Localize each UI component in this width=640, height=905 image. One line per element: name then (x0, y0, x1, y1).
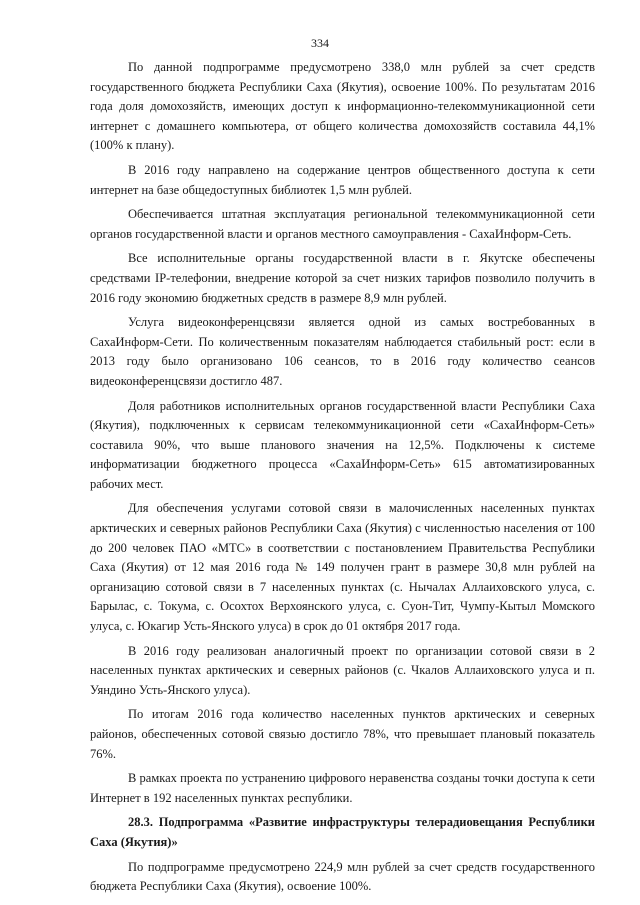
paragraph: В 2016 году реализован аналогичный проект по организации сотовой связи в 2 населенных пунктах арктических и северных районов (с. Чкалов Аллаиховского улуса и п. Уяндино Усть-Янского улуса). (90, 643, 595, 697)
paragraph: По данной подпрограмме предусмотрено 338,0 млн рублей за счет средств государственного бюджета Республики Саха (Якутия), освоение 100%. По результатам 2016 года доля домохозяйств, имеющих доступ к информационно-телекоммуникационной сети интернет с домашнего компьютера, от общего количества домохозяйств составила 44,1% (100% к плану). (90, 60, 595, 153)
paragraph: Услуга видеоконференцсвязи является одной из самых востребованных в СахаИнформ-Сети. По количественным показателям наблюдается стабильный рост: если в 2013 году было организовано 106 сеансов, то в 2016 году количество сеансов видеоконференцсвязи достигло 487. (90, 315, 595, 388)
paragraph: Для обеспечения услугами сотовой связи в малочисленных населенных пунктах арктических и северных районов Республики Саха (Якутия) с численностью населения от 100 до 200 человек ПАО «МТС» в соответствии с постановлением Правительства Республики Саха (Якутия) от 12 мая 2016 года № 149 получен грант в размере 30,8 млн рублей на организацию сотовой связи в 7 населенных пунктах (с. Нычалах Аллаиховского улуса, с. Барылас, с. Токума, с. Осохтох Верхоянского улуса, с. Суон-Тит, Чумпу-Кытыл Момского улуса, с. Юкагир Усть-Янского улуса) в срок до 01 октября 2017 года. (90, 501, 595, 634)
paragraph: Обеспечивается штатная эксплуатация региональной телекоммуникационной сети органов государственной власти и органов местного самоуправления - СахаИнформ-Сеть. (90, 207, 595, 241)
section-heading: 28.3. Подпрограмма «Развитие инфраструктуры телерадиовещания Республики Саха (Якутия)» (90, 815, 595, 849)
paragraph: Доля работников исполнительных органов государственной власти Республики Саха (Якутия), подключенных к сервисам телекоммуникационной сети «СахаИнформ-Сеть» составила 90%, что выше планового значения на 12,5%. Подключены к системе информатизации бюджетного процесса «СахаИнформ-Сеть» 615 автоматизированных рабочих мест. (90, 398, 595, 491)
page-number: 334 (311, 36, 329, 50)
paragraph: По подпрограмме предусмотрено 224,9 млн рублей за счет средств государственного бюджета Республики Саха (Якутия), освоение 100%. (90, 859, 595, 894)
document-body (90, 58, 595, 902)
paragraph: Все исполнительные органы государственной власти в г. Якутске обеспечены средствами IP-телефонии, внедрение которой за счет низких тарифов позволило получить в 2016 году экономию бюджетных средств в размере 8,9 млн рублей. (90, 251, 595, 305)
paragraph: В 2016 году направлено на содержание центров общественного доступа к сети интернет на базе общедоступных библиотек 1,5 млн рублей. (90, 162, 595, 197)
paragraph: По итогам 2016 года количество населенных пунктов арктических и северных районов, обеспеченных сотовой связью достигло 78%, что превышает плановый показатель 76%. (90, 707, 595, 761)
paragraph: В рамках проекта по устранению цифрового неравенства созданы точки доступа к сети Интернет в 192 населенных пунктах республики. (90, 771, 595, 805)
